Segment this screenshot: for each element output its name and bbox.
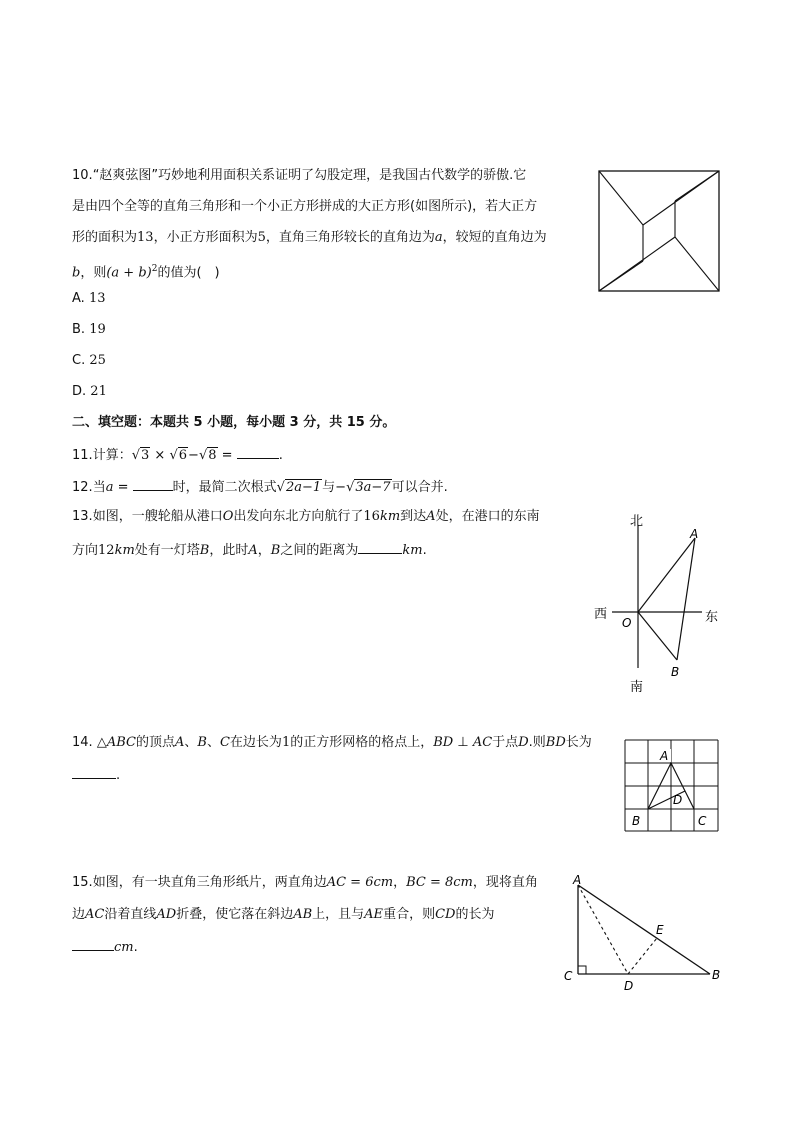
q10-line-3: 形的面积为13，小正方形面积为5，直角三角形较长的直角边为a，较短的直角边为 xyxy=(72,230,547,245)
label-E: E xyxy=(656,923,664,937)
label-north: 北 xyxy=(630,514,644,529)
label-east: 东 xyxy=(705,610,719,625)
compass-figure xyxy=(590,508,725,698)
label-B: B xyxy=(712,968,721,982)
q15-line-1: 15.如图，有一块直角三角形纸片，两直角边AC = 6cm，BC = 8cm，现将直角 xyxy=(72,875,538,890)
q10-option-b[interactable]: B. 19 xyxy=(72,322,106,337)
q15-line-2: 边AC沿着直线AD折叠，使它落在斜边AB上，且与AE重合，则CD的长为 xyxy=(72,907,495,922)
zhao-shuang-figure xyxy=(596,168,722,294)
q14-line-1: 14. △ABC的顶点A、B、C在边长为1的正方形网格的格点上，BD ⊥ AC于点D.则BD长为 xyxy=(72,735,592,750)
folded-triangle-figure xyxy=(560,870,725,995)
label-C: C xyxy=(698,814,707,828)
segment-OB xyxy=(638,612,677,660)
q10-line-1: 10.“赵爽弦图”巧妙地利用面积关系证明了勾股定理，是我国古代数学的骄傲.它 xyxy=(72,168,527,183)
side-AB xyxy=(578,885,710,974)
q14-line-2: . xyxy=(72,764,120,786)
outer-square xyxy=(599,171,719,291)
label-C: C xyxy=(564,969,573,983)
q15-answer-blank[interactable] xyxy=(72,936,114,951)
segment-OA xyxy=(638,538,695,612)
grid-figure xyxy=(622,737,722,834)
q15-line-3: cm. xyxy=(72,936,138,958)
label-D: D xyxy=(624,979,634,993)
label-O: O xyxy=(622,616,632,630)
label-B: B xyxy=(671,665,680,679)
q12-answer-blank[interactable] xyxy=(133,476,173,491)
question-12: 12.当a = 时，最简二次根式√2a−1与−√3a−7可以合并. xyxy=(72,476,448,498)
q10-option-a[interactable]: A. 13 xyxy=(72,291,106,306)
label-B: B xyxy=(632,814,641,828)
segment-DE xyxy=(628,938,657,974)
right-angle-mark xyxy=(578,966,586,974)
label-south: 南 xyxy=(630,680,644,695)
q10-option-c[interactable]: C. 25 xyxy=(72,353,106,368)
label-west: 西 xyxy=(594,607,608,622)
q11-answer-blank[interactable] xyxy=(237,444,279,459)
q10-line-2: 是由四个全等的直角三角形和一个小正方形拼成的大正方形(如图所示)，若大正方 xyxy=(72,199,538,214)
fold-line-AD xyxy=(578,885,628,974)
q14-answer-blank[interactable] xyxy=(72,764,116,779)
q10-option-d[interactable]: D. 21 xyxy=(72,384,107,399)
label-A: A xyxy=(660,749,669,763)
triangle-edge-3 xyxy=(675,237,719,291)
triangle-edge-6 xyxy=(675,171,719,201)
q13-answer-blank[interactable] xyxy=(358,539,402,554)
triangle-edge-1 xyxy=(599,171,643,225)
q10-line-4: b，则$(a + b)^2$的值为( ) xyxy=(72,264,220,281)
label-A: A xyxy=(573,873,582,887)
question-11: 11.计算：√3 × √6−√8 = . xyxy=(72,444,283,466)
segment-AB xyxy=(677,538,695,660)
label-A: A xyxy=(690,527,699,541)
q13-line-1: 13.如图，一艘轮船从港口O出发向东北方向航行了16km到达A处，在港口的东南 xyxy=(72,509,540,524)
section-2-title: 二、填空题：本题共 5 小题，每小题 3 分，共 15 分。 xyxy=(72,415,396,430)
triangle-edge-5 xyxy=(599,261,643,291)
q13-line-2: 方向12km处有一灯塔B，此时A，B之间的距离为 km. xyxy=(72,539,427,561)
label-D: D xyxy=(673,793,683,807)
